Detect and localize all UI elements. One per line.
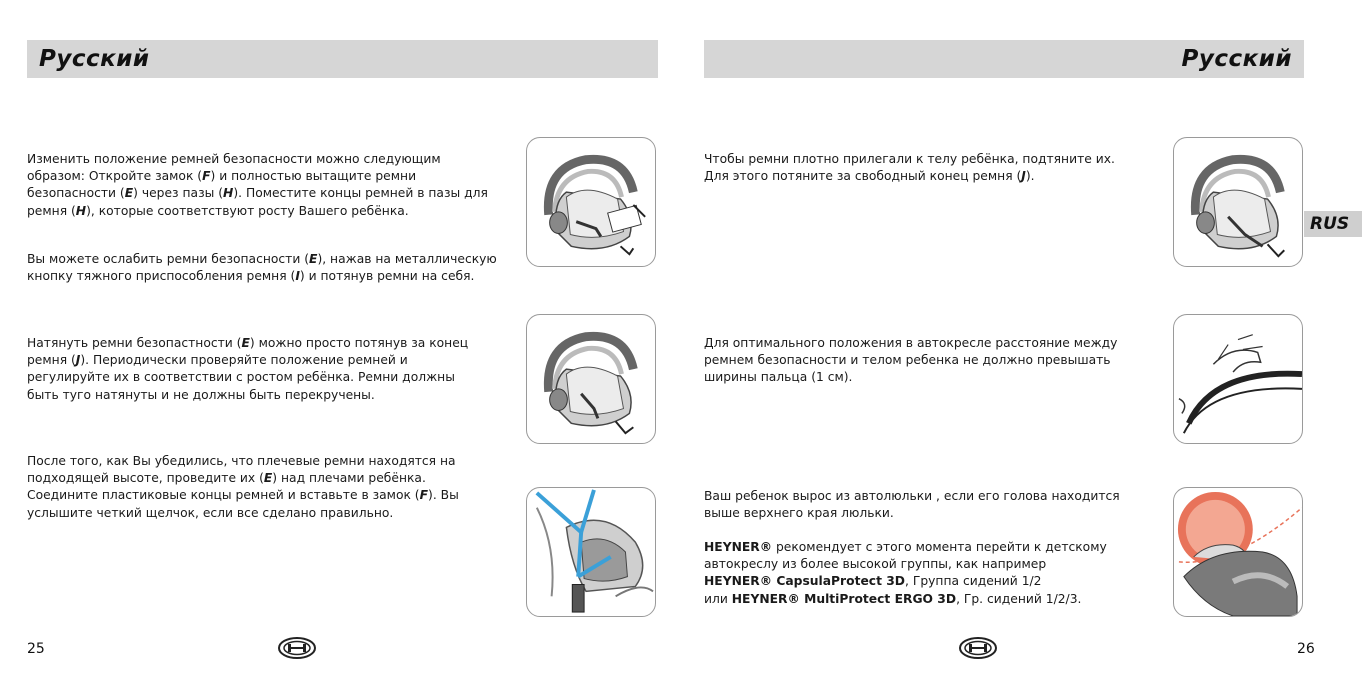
text-line: Изменить положение ремней безопасности можно следующим [27, 152, 441, 166]
left-para-1 [27, 151, 488, 220]
text-line: Для оптимального положения в автокресле расстояние между [704, 336, 1118, 350]
right-para-3 [704, 488, 1120, 522]
text-line: образом: Откройте замок (F) и полностью вытащите ремни [27, 169, 417, 184]
text-line: кнопку тяжного приспособления ремня (I) и потянув ремни на себя. [27, 269, 475, 284]
text-line: быть туго натянуты и не должны быть перекручены. [27, 387, 375, 402]
right-header-bar [704, 40, 1304, 78]
heyner-logo-left [277, 636, 317, 660]
left-page-number: 25 [27, 641, 45, 657]
car-seat-harness-tighten-icon [526, 314, 656, 444]
text-line: выше верхнего края люльки. [704, 506, 894, 521]
left-para-3 [27, 335, 468, 404]
left-header-bar [27, 40, 658, 78]
text-line: После того, как Вы убедились, что плечевые ремни находятся на [27, 454, 456, 468]
text-line: регулируйте их в соответствии с ростом ребёнка. Ремни должны [27, 370, 455, 385]
right-page-number: 26 [1297, 641, 1315, 657]
text-line: Вы можете ослабить ремни безопасности (E), нажав на металлическую [27, 252, 497, 266]
recommendation-text: HEYNER® рекомендует с этого момента перейти к детскому автокреслу из более высокой группы, как например HEYNER® CapsulaProtect 3D, Группа сидений 1/2 или HEYNER® MultiProtect ERGO 3D, Гр. сидений 1/2/3. [704, 540, 1107, 606]
head-above-shell-icon [1173, 487, 1303, 617]
right-para-1 [704, 151, 1115, 185]
text-line: ремня (J). Периодически проверяйте положение ремней и [27, 353, 408, 368]
language-tab [1304, 211, 1362, 237]
right-page-title: Русский [1181, 46, 1292, 72]
text-line: Для этого потяните за свободный конец ремня (J). [704, 169, 1035, 184]
text-line: безопасности (E) через пазы (H). Поместите концы ремней в пазы для [27, 186, 488, 201]
right-para-2 [704, 335, 1117, 387]
text-line: услышите четкий щелчок, если все сделано правильно. [27, 505, 394, 520]
finger-gap-check-icon [1173, 314, 1303, 444]
text-line: подходящей высоте, проведите их (E) над плечами ребёнка. [27, 471, 426, 486]
car-seat-pull-strap-icon [1173, 137, 1303, 267]
left-page-title: Русский [39, 46, 150, 72]
brand-capsulaprotect: HEYNER® CapsulaProtect 3D [704, 574, 906, 589]
language-tab-label: RUS [1310, 214, 1350, 234]
text-line: Ваш ребенок вырос из автолюльки , если его голова находится [704, 489, 1120, 503]
text-line: Соедините пластиковые концы ремней и вставьте в замок (F). Вы [27, 488, 459, 503]
brand-heyner: HEYNER® [704, 540, 773, 554]
brand-multiprotect: HEYNER® MultiProtect ERGO 3D [731, 591, 957, 606]
text-line: ремня (H), которые соответствуют росту Вашего ребёнка. [27, 203, 409, 218]
text-line: Натянуть ремни безопастности (E) можно просто потянув за конец [27, 336, 469, 350]
text-line: Чтобы ремни плотно прилегали к телу ребёнка, подтяните их. [704, 152, 1115, 166]
left-para-2 [27, 251, 497, 285]
car-seat-shoulder-straps-icon [526, 487, 656, 617]
car-seat-harness-adjust-icon [526, 137, 656, 267]
heyner-logo-right [958, 636, 998, 660]
text-line: ширины пальца (1 см). [704, 370, 853, 385]
left-para-4 [27, 453, 459, 522]
text-line: ремнем безопасности и телом ребенка не должно превышать [704, 353, 1111, 368]
